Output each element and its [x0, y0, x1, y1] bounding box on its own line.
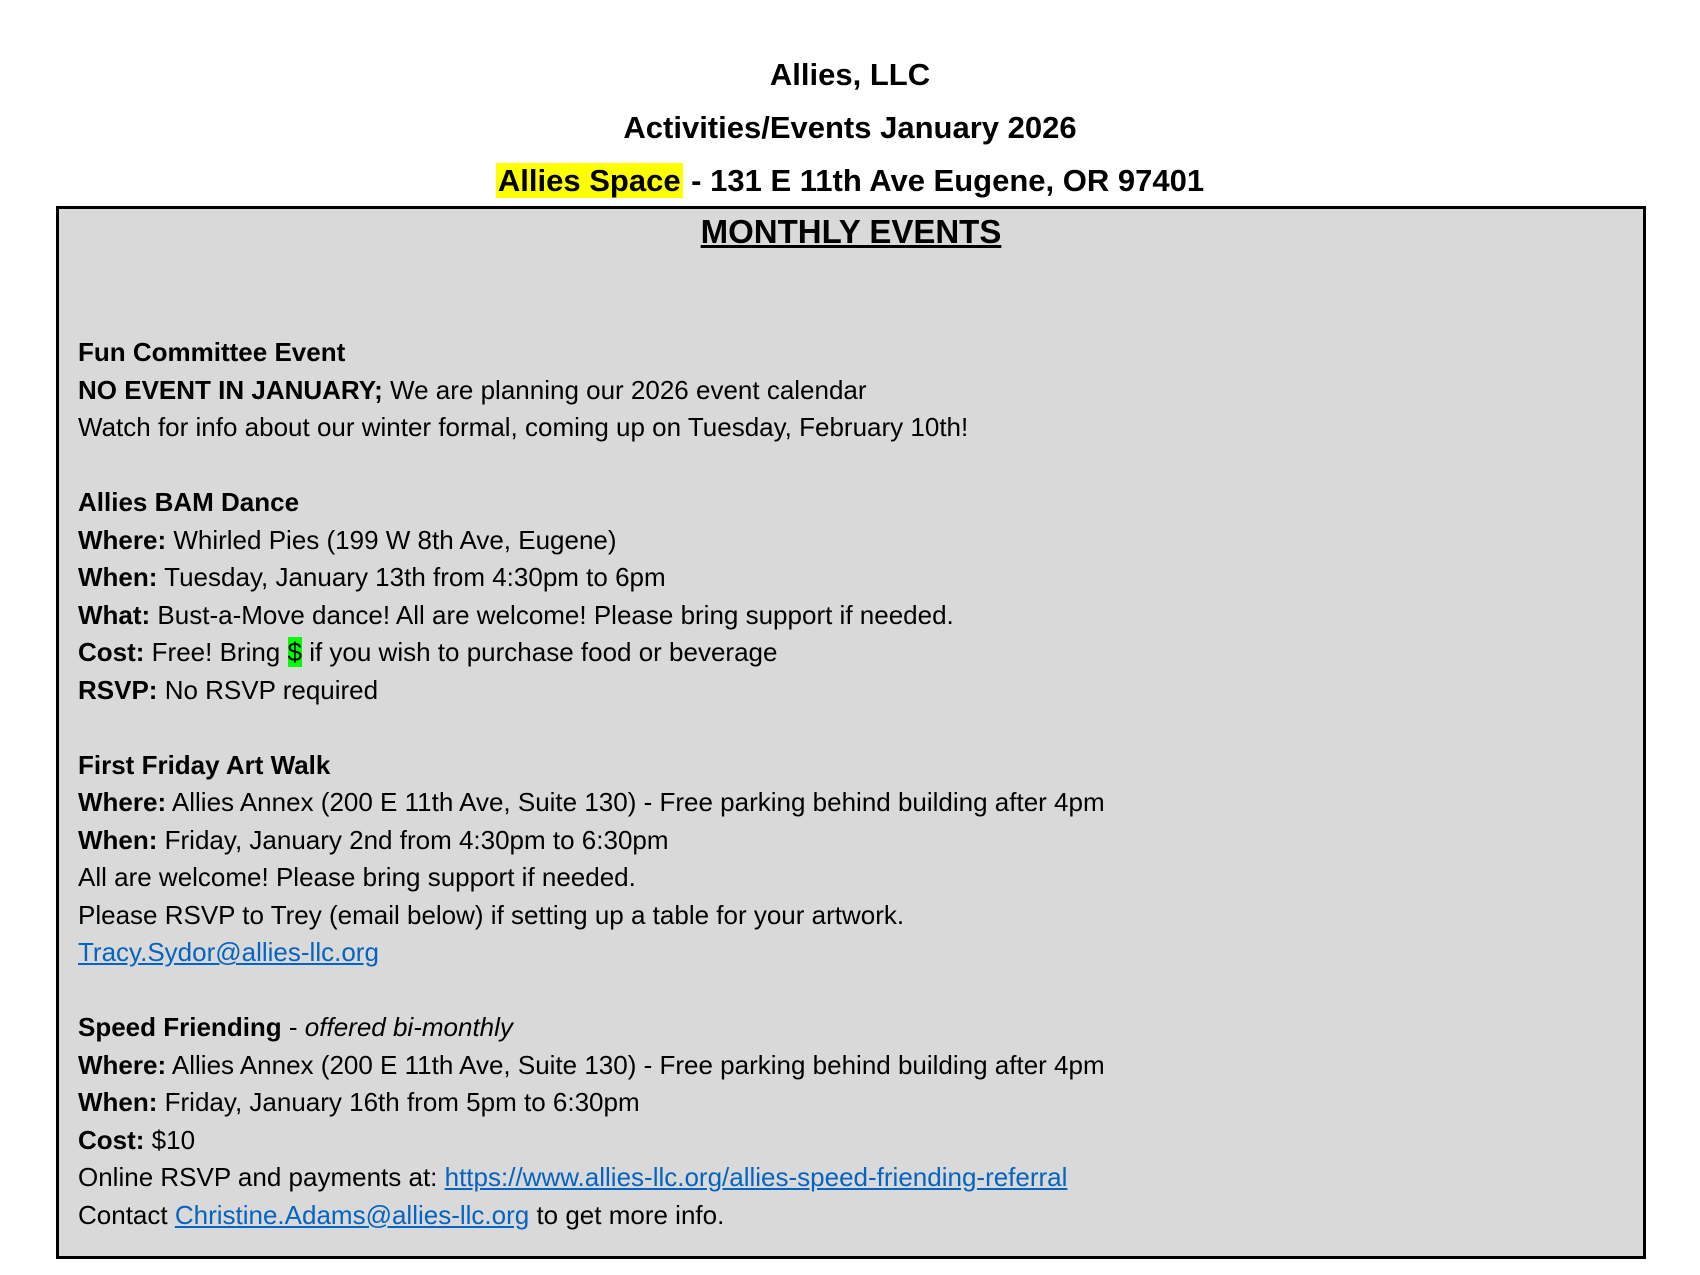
speed-subtitle: offered bi-monthly [304, 1012, 513, 1042]
bam-cost: Cost: Free! Bring $ if you wish to purchase food or beverage [78, 637, 778, 667]
speed-where: Where: Allies Annex (200 E 11th Ave, Suite 130) - Free parking behind building after 4pm [78, 1049, 1105, 1080]
art-when: When: Friday, January 2nd from 4:30pm to 6:30pm [78, 824, 669, 855]
speed-cost: Cost: $10 [78, 1124, 196, 1155]
speed-title-row: Speed Friending - offered bi-monthly [78, 1012, 513, 1042]
speed-when: When: Friday, January 16th from 5pm to 6:30pm [78, 1087, 640, 1117]
box-title: MONTHLY EVENTS [700, 213, 1002, 250]
art-email-link[interactable]: Tracy.Sydor@allies-llc.org [78, 937, 379, 967]
dollar-highlight: $ [287, 637, 302, 667]
bam-where: Where: Whirled Pies (199 W 8th Ave, Eugene) [78, 524, 617, 555]
art-welcome: All are welcome! Please bring support if needed. [78, 862, 636, 892]
speed-online: Online RSVP and payments at: https://www.allies-llc.org/allies-speed-friending-referral [78, 1162, 1068, 1192]
bam-rsvp: RSVP: No RSVP required [78, 674, 379, 705]
speed-title: Speed Friending [78, 1012, 282, 1042]
monthly-events-box [56, 206, 1646, 1259]
art-title: First Friday Art Walk [78, 749, 331, 780]
events-content [78, 334, 1623, 1234]
art-where: Where: Allies Annex (200 E 11th Ave, Suite 130) - Free parking behind building after 4pm [78, 787, 1105, 817]
document-header [0, 48, 1700, 207]
fun-no-event: NO EVENT IN JANUARY; We are planning our 2026 event calendar [78, 374, 867, 405]
doc-subtitle: Activities/Events January 2026 [623, 110, 1077, 145]
art-email-row [78, 934, 1623, 972]
fun-watch: Watch for info about our winter formal, coming up on Tuesday, February 10th! [78, 412, 969, 442]
fun-title: Fun Committee Event [78, 337, 346, 367]
art-rsvp: Please RSVP to Trey (email below) if setting up a table for your artwork. [78, 899, 905, 930]
bam-title: Allies BAM Dance [78, 487, 300, 517]
location-name: Allies Space [497, 163, 681, 198]
speed-contact-email-link[interactable]: Christine.Adams@allies-llc.org [174, 1199, 530, 1230]
speed-contact: Contact Christine.Adams@allies-llc.org to get more info. [78, 1199, 725, 1230]
location-address: - 131 E 11th Ave Eugene, OR 97401 [682, 163, 1205, 198]
location-line [0, 154, 1700, 207]
bam-what: What: Bust-a-Move dance! All are welcome! Please bring support if needed. [78, 599, 954, 630]
org-name: Allies, LLC [769, 57, 931, 92]
speed-referral-link[interactable]: https://www.allies-llc.org/allies-speed-friending-referral [444, 1162, 1068, 1192]
bam-when: When: Tuesday, January 13th from 4:30pm to 6pm [78, 562, 666, 592]
